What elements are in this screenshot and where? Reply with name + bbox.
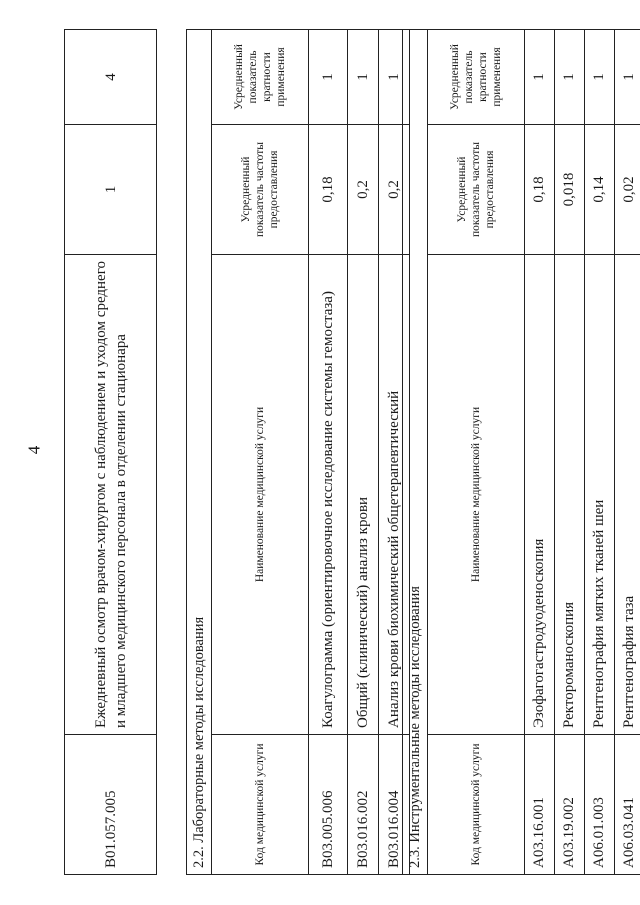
service-name: Ежедневный осмотр врачом-хирургом с наблюдением и уходом среднего и младшего медицинского персонала в отделении стационара — [65, 255, 157, 735]
header-multiplicity: Усредненный показатель кратности применения — [212, 29, 309, 124]
table-row — [65, 30, 157, 875]
rotated-page-content — [64, 30, 637, 875]
table-row — [348, 29, 379, 874]
service-code: B03.005.006 — [309, 735, 348, 875]
service-name: Рентгенография мягких тканей шеи — [585, 255, 615, 735]
frequency-value: 0,02 — [615, 125, 640, 255]
multiplicity-value: 1 — [525, 29, 555, 124]
table-row — [525, 29, 555, 874]
frequency-value: 0,018 — [555, 125, 585, 255]
service-name: Ректороманоскопия — [555, 255, 585, 735]
header-multiplicity: Усредненный показатель кратности применения — [428, 29, 525, 124]
service-name: Общий (клинический) анализ крови — [348, 255, 379, 735]
table-row — [615, 29, 640, 874]
service-code: A06.03.041 — [615, 735, 640, 875]
section-title-row — [187, 29, 212, 874]
lab-methods-table — [186, 29, 410, 875]
header-row — [212, 29, 309, 874]
header-name: Наименование медицинской услуги — [428, 255, 525, 735]
page-number: 4 — [24, 445, 44, 455]
frequency-value: 0,2 — [379, 125, 410, 255]
multiplicity-value: 1 — [585, 29, 615, 124]
header-frequency: Усредненный показатель частоты предоставления — [212, 125, 309, 255]
service-code: A03.19.002 — [555, 735, 585, 875]
instrumental-methods-table — [402, 29, 640, 875]
frequency-value: 0,2 — [348, 125, 379, 255]
frequency-value: 0,14 — [585, 125, 615, 255]
section-title: 2.3. Инструментальные методы исследования — [403, 29, 428, 874]
table-row — [309, 29, 348, 874]
header-frequency: Усредненный показатель частоты предоставления — [428, 125, 525, 255]
service-code: A06.01.003 — [585, 735, 615, 875]
multiplicity-value: 1 — [348, 29, 379, 124]
multiplicity-value: 1 — [615, 29, 640, 124]
service-name: Анализ крови биохимический общетерапевтический — [379, 255, 410, 735]
frequency-value: 1 — [65, 125, 157, 255]
service-code: B03.016.004 — [379, 735, 410, 875]
service-code: A03.16.001 — [525, 735, 555, 875]
multiplicity-value: 1 — [309, 29, 348, 124]
multiplicity-value: 4 — [65, 30, 157, 125]
service-name: Эзофагогастродуоденоскопия — [525, 255, 555, 735]
multiplicity-value: 1 — [379, 29, 410, 124]
frequency-value: 0,18 — [525, 125, 555, 255]
section-title-row — [403, 29, 428, 874]
continuation-table — [64, 29, 157, 875]
table-row — [585, 29, 615, 874]
header-code: Код медицинской услуги — [212, 735, 309, 875]
header-row — [428, 29, 525, 874]
service-name: Рентгенография таза — [615, 255, 640, 735]
service-code: B03.016.002 — [348, 735, 379, 875]
service-code: B01.057.005 — [65, 735, 157, 875]
frequency-value: 0,18 — [309, 125, 348, 255]
service-name: Коагулограмма (ориентировочное исследование системы гемостаза) — [309, 255, 348, 735]
header-name: Наименование медицинской услуги — [212, 255, 309, 735]
section-title: 2.2. Лабораторные методы исследования — [187, 29, 212, 874]
header-code: Код медицинской услуги — [428, 735, 525, 875]
table-row — [555, 29, 585, 874]
multiplicity-value: 1 — [555, 29, 585, 124]
